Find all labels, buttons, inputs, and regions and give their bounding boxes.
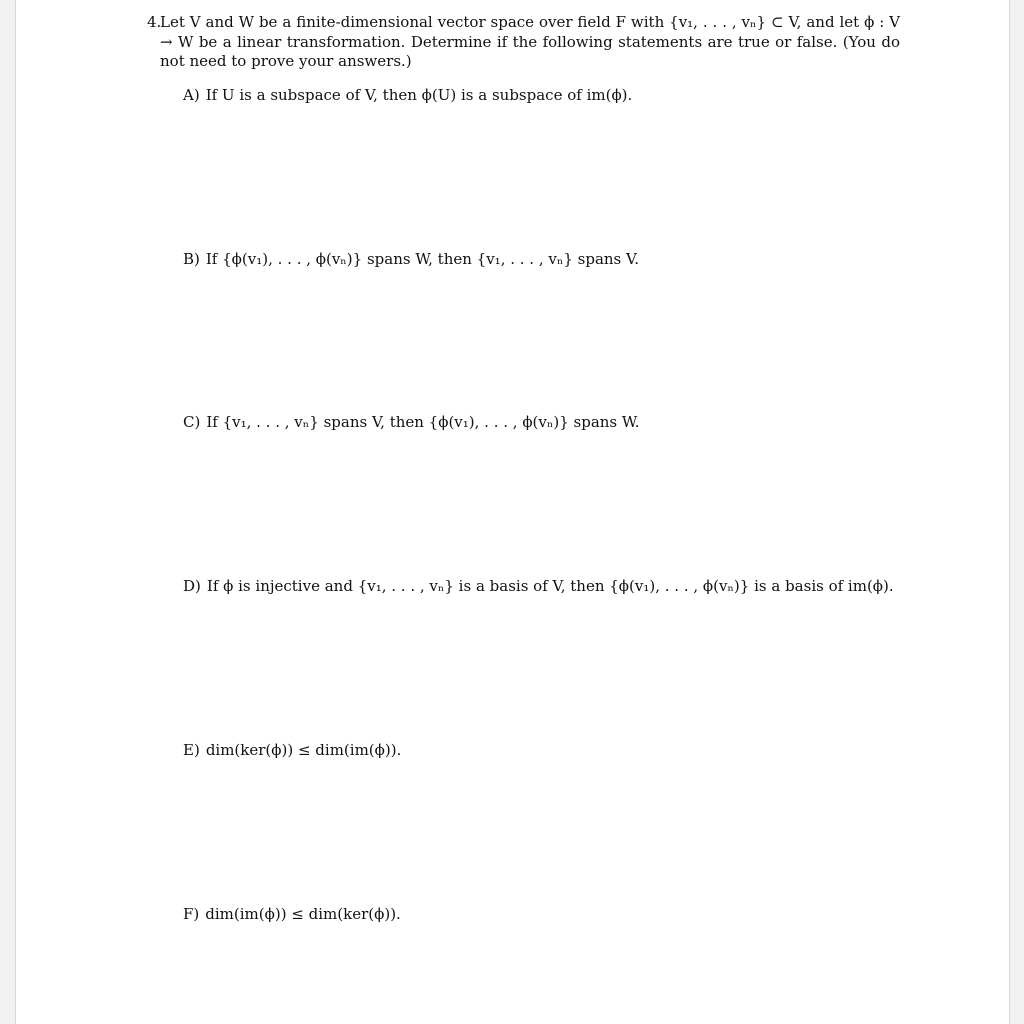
statement-e [183,741,903,760]
statement-label: F) [183,905,200,923]
statement-text: dim(im(ϕ)) ≤ dim(ker(ϕ)). [205,905,401,923]
statement-label: B) [183,250,200,268]
statement-label: E) [183,741,200,759]
document-page [15,0,1010,1024]
statement-text: dim(ker(ϕ)) ≤ dim(im(ϕ)). [205,741,402,759]
statement-c [183,413,903,432]
statement-d [183,577,903,596]
statement-text: If {ϕ(v₁), . . . , ϕ(vₙ)} spans W, then {v₁, . . . , vₙ} spans V. [205,250,639,268]
problem-number: 4. [147,13,162,31]
statement-label: D) [183,577,201,595]
statement-b [183,250,903,269]
statement-text: If U is a subspace of V, then ϕ(U) is a subspace of im(ϕ). [205,86,633,104]
statement-label: A) [183,86,200,104]
statement-f [183,905,903,924]
statement-text: If {v₁, . . . , vₙ} spans V, then {ϕ(v₁), . . . , ϕ(vₙ)} spans W. [206,413,640,431]
statement-label: C) [183,413,201,431]
statement-a [183,86,903,105]
problem-statement: Let V and W be a finite-dimensional vector space over field F with {v₁, . . . , vₙ} ⊂ V, and let ϕ : V → W be a linear transformation. Determine if the following statements are true or false. (You do not need to prove your answers.) [160,13,900,70]
statement-text: If ϕ is injective and {v₁, . . . , vₙ} is a basis of V, then {ϕ(v₁), . . . , ϕ(vₙ)} is a basis of im(ϕ). [206,577,894,595]
problem-4 [147,13,900,72]
